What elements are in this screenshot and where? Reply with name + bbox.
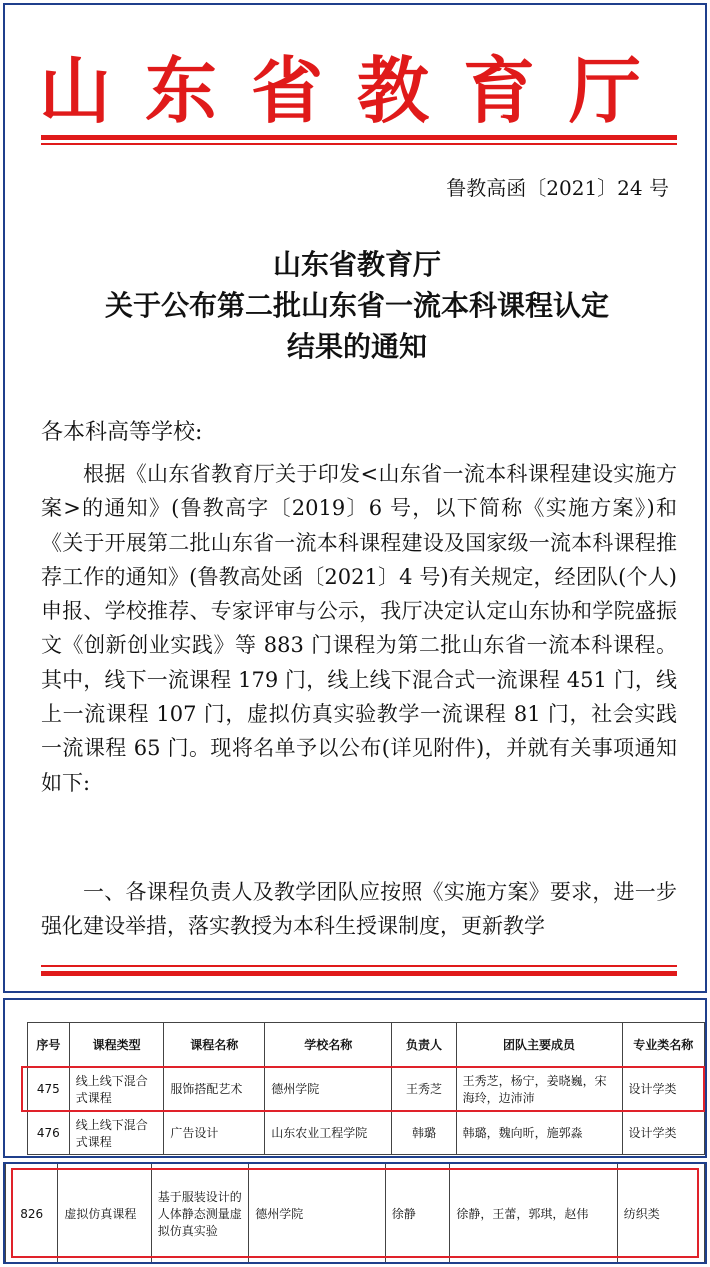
header-major: 专业类名称	[622, 1023, 705, 1067]
header-school: 学校名称	[265, 1023, 392, 1067]
header-leader: 负责人	[392, 1023, 456, 1067]
cell-no: 475	[28, 1067, 70, 1111]
heading-line-2: 关于公布第二批山东省一流本科课程认定	[104, 289, 609, 322]
cell-no: 826	[6, 1163, 58, 1265]
paragraph-1: 根据《山东省教育厅关于印发<山东省一流本科课程建设实施方案>的通知》(鲁教高字〔2019〕6 号，以下简称《实施方案》)和《关于开展第二批山东省一流本科课程建设及国家级一流本科课程推荐工作的通知》(鲁教高处函〔2021〕4 号)有关规定，经团队(个人)申报、学校推荐、专家评审与公示，我厅决定认定山东协和学院盛振文《创新创业实践》等 883 门课程为第二批山东省一流本科课程。其中，线下一流课程 179 门，线上线下混合式一流课程 451 门，线上一流课程 107 门，虚拟仿真实验教学一流课程 81 门，社会实践一流课程 65 门。现将名单予以公布(详见附件)，并就有关事项通知如下:	[41, 462, 677, 795]
cell-leader: 徐静	[385, 1163, 450, 1265]
header-type: 课程类型	[69, 1023, 164, 1067]
cell-members: 王秀芝，杨宁，姜晓巍，宋海玲，边沛沛	[456, 1067, 622, 1111]
cell-course: 广告设计	[164, 1111, 265, 1155]
document-panel	[3, 3, 707, 993]
cell-major: 设计学类	[622, 1111, 705, 1155]
footer-rule-thin	[41, 965, 677, 967]
cell-type: 虚拟仿真课程	[58, 1163, 151, 1265]
table-row	[28, 1111, 705, 1155]
header-course: 课程名称	[164, 1023, 265, 1067]
table-excerpt-panel-2	[3, 1162, 707, 1264]
salutation: 各本科高等学校:	[41, 420, 203, 445]
org-title: 山东省教育厅	[38, 48, 675, 133]
cell-type: 线上线下混合式课程	[69, 1067, 164, 1111]
cell-school: 德州学院	[265, 1067, 392, 1111]
table-header-row	[28, 1023, 705, 1067]
cell-type: 线上线下混合式课程	[69, 1111, 164, 1155]
header-rule-thick	[41, 135, 677, 140]
cell-members: 徐静，王蕾，郭琪，赵伟	[450, 1163, 617, 1265]
cell-leader: 韩璐	[392, 1111, 456, 1155]
table-excerpt-panel-1	[3, 998, 707, 1158]
cell-leader: 王秀芝	[392, 1067, 456, 1111]
header-rule-thin	[41, 143, 677, 145]
cell-major: 设计学类	[622, 1067, 705, 1111]
heading-line-3: 结果的通知	[286, 330, 427, 363]
cell-members: 韩璐，魏向昕，施郭淼	[456, 1111, 622, 1155]
cell-school: 山东农业工程学院	[265, 1111, 392, 1155]
heading-line-1: 山东省教育厅	[272, 248, 441, 281]
cell-no: 476	[28, 1111, 70, 1155]
paragraph-2: 一、各课程负责人及教学团队应按照《实施方案》要求，进一步强化建设举措，落实教授为本科生授课制度，更新教学	[41, 880, 677, 939]
cell-major: 纺织类	[617, 1163, 704, 1265]
header-members: 团队主要成员	[456, 1023, 622, 1067]
footer-rule-thick	[41, 971, 677, 976]
cell-course: 服饰搭配艺术	[164, 1067, 265, 1111]
cell-course: 基于服装设计的人体静态测量虚拟仿真实验	[151, 1163, 249, 1265]
highlight-box-row-826	[11, 1168, 699, 1258]
cell-school: 德州学院	[249, 1163, 386, 1265]
highlight-box-row-475	[21, 1066, 705, 1112]
header-no: 序号	[28, 1023, 70, 1067]
document-number: 鲁教高函〔2021〕24 号	[446, 176, 669, 200]
